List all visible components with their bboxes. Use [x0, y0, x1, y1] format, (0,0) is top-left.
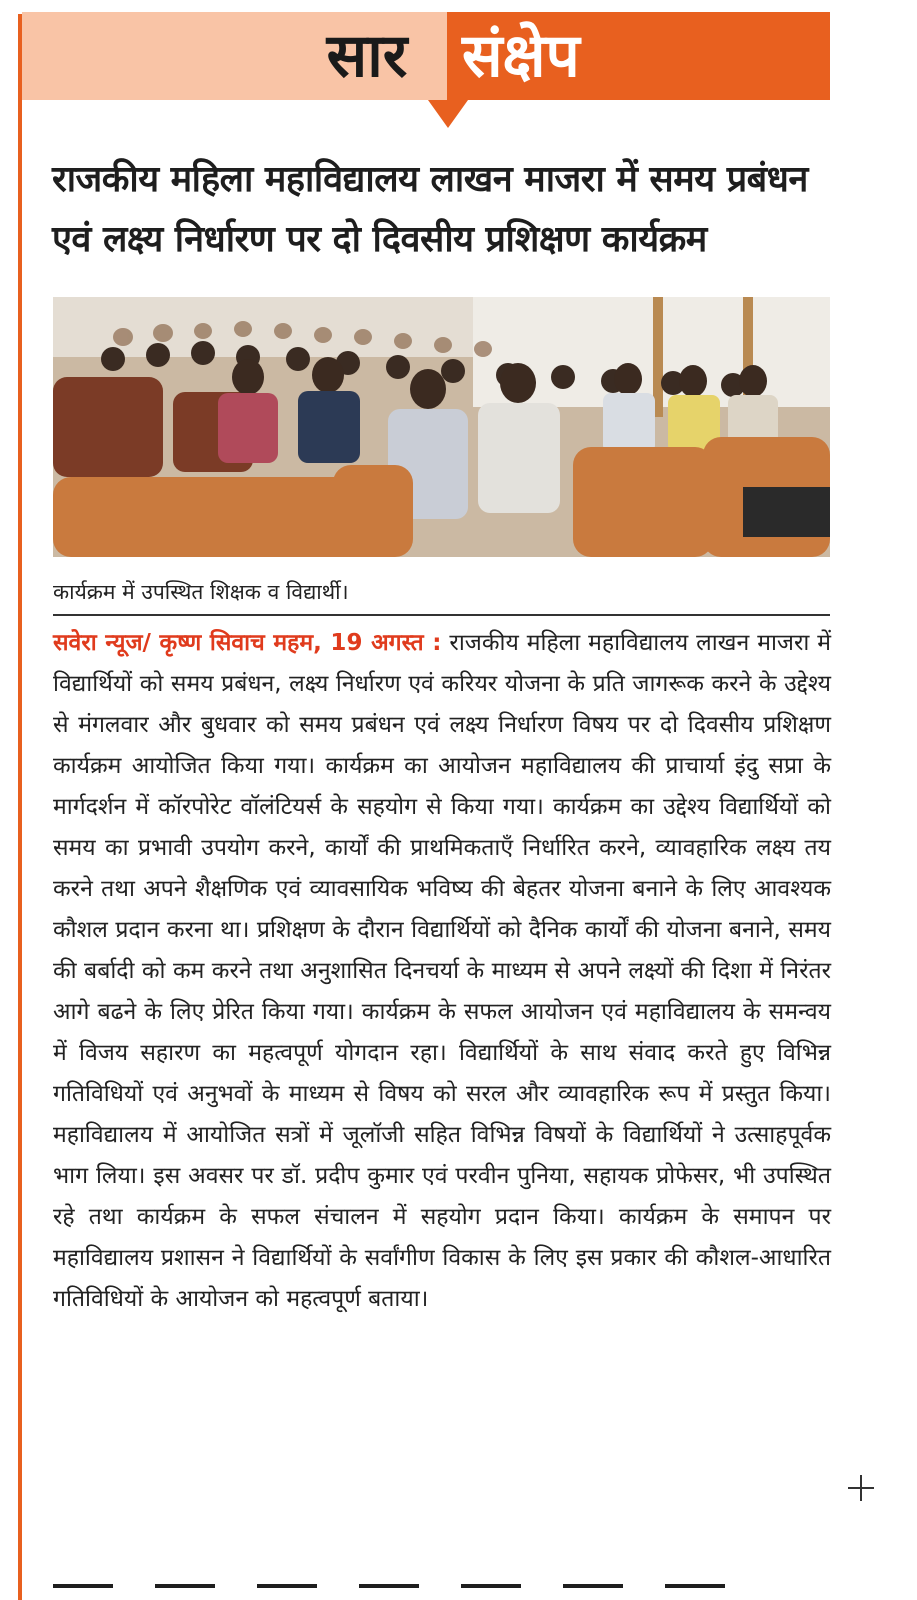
auditorium-illustration	[53, 297, 830, 557]
banner-notch	[428, 100, 468, 128]
event-photo	[53, 297, 830, 557]
photo-caption: कार्यक्रम में उपस्थित शिक्षक व विद्यार्थी।	[53, 580, 349, 604]
article-text: राजकीय महिला महाविद्यालय लाखन माजरा में विद्यार्थियों को समय प्रबंधन, लक्ष्य निर्धारण एवं करियर योजना के प्रति जागरूक करने के उद्देश्य से मंगलवार और बुधवार को समय प्रबंधन एवं लक्ष्य निर्धारण विषय पर दो दिवसीय प्रशिक्षण कार्यक्रम आयोजित किया गया। कार्यक्रम का आयोजन महाविद्यालय की प्राचार्या इंदु सप्रा के मार्गदर्शन में कॉरपोरेट वॉलंटियर्स के सहयोग से किया गया। कार्यक्रम का उद्देश्य विद्यार्थियों को समय का प्रभावी उपयोग करने, कार्यों की प्राथमिकताएँ निर्धारित करने, व्यावहारिक लक्ष्य तय करने तथा अपने शैक्षणिक एवं व्यावसायिक भविष्य की बेहतर योजना बनाने के लिए आवश्यक कौशल प्रदान करना था। प्रशिक्षण के दौरान विद्यार्थियों को दैनिक कार्यों की योजना बनाने, समय की बर्बादी को कम करने तथा अनुशासित दिनचर्या के माध्यम से अपने लक्ष्यों की दिशा में निरंतर आगे बढने के लिए प्रेरित किया गया। कार्यक्रम के सफल आयोजन एवं महाविद्यालय के समन्वय में विजय सहारण का महत्वपूर्ण योगदान रहा। विद्यार्थियों के साथ संवाद करते हुए विभिन्न गतिविधियों एवं अनुभवों के माध्यम से विषय को सरल और व्यावहारिक रूप में प्रस्तुत किया। महाविद्यालय में आयोजित सत्रों में जूलॉजी सहित विभिन्न विषयों के विद्यार्थियों ने उत्साहपूर्वक भाग लिया। इस अवसर पर डॉ. प्रदीप कुमार एवं परवीन पुनिया, सहायक प्रोफेसर, भी उपस्थित रहे तथा कार्यक्रम के सफल संचालन में सहयोग प्रदान किया। कार्यक्रम के समापन पर महाविद्यालय प्रशासन ने विद्यार्थियों के सर्वांगीण विकास के लिए इस प्रकार की कौशल-आधारित गतिविधियों के आयोजन को महत्वपूर्ण बताया।	[53, 630, 832, 1312]
article-body	[53, 623, 831, 1320]
banner-title-sankshep: संक्षेप	[462, 21, 580, 91]
section-banner	[22, 12, 830, 100]
banner-title-saar: सार	[326, 21, 408, 91]
left-accent-rule	[18, 14, 22, 1600]
article-headline: राजकीय महिला महाविद्यालय लाखन माजरा में समय प्रबंधन एवं लक्ष्य निर्धारण पर दो दिवसीय प्रशिक्षण कार्यक्रम	[52, 159, 808, 260]
crosshair-icon	[848, 1475, 874, 1501]
next-article-cutoff	[53, 1584, 830, 1600]
article-byline: सवेरा न्यूज/ कृष्ण सिवाच महम, 19 अगस्त :	[53, 630, 442, 656]
caption-divider	[53, 614, 830, 616]
